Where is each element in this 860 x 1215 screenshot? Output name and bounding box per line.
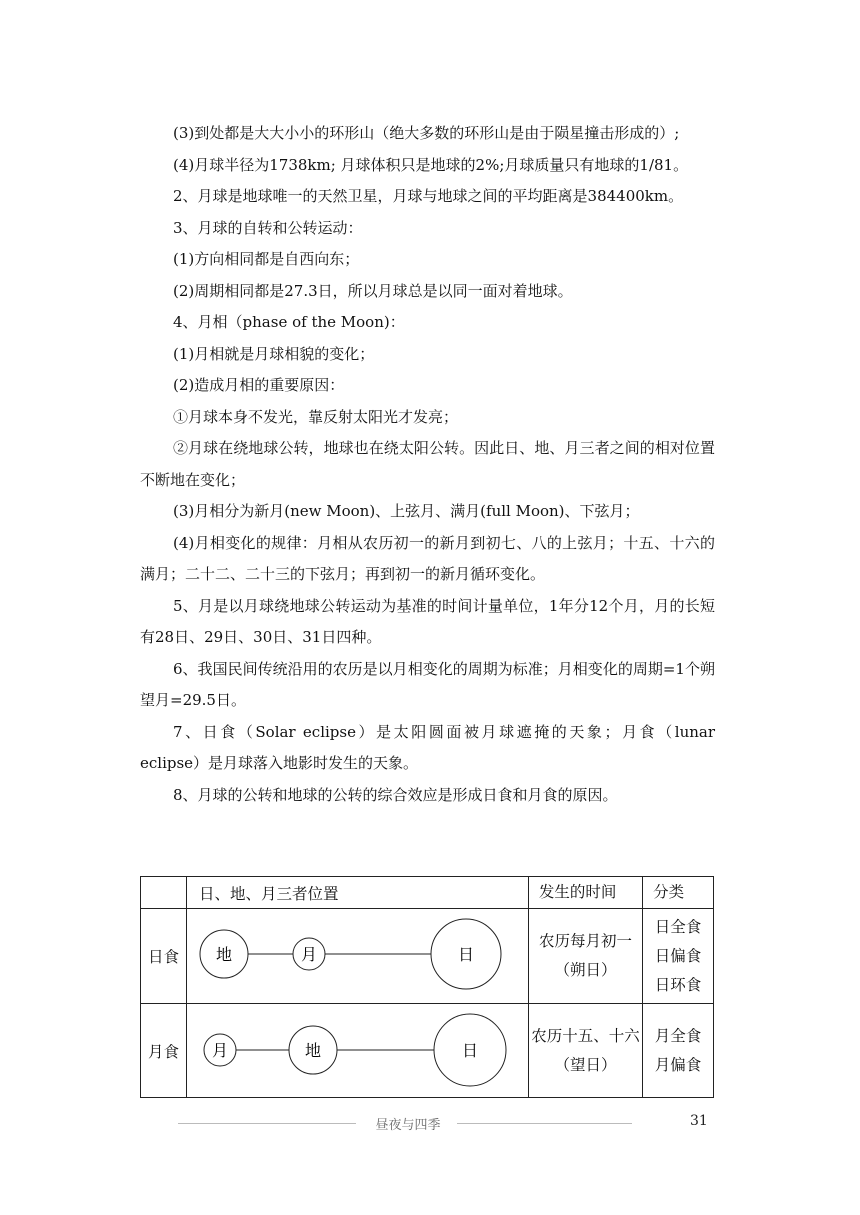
footer-title: 昼夜与四季	[375, 1118, 441, 1133]
paragraph: ①月球本身不发光，靠反射太阳光才发亮；	[173, 407, 459, 426]
sun-label: 日	[461, 1041, 478, 1060]
table-row	[141, 1004, 714, 1098]
earth-label: 地	[304, 1041, 321, 1060]
footer-rule-left	[178, 1123, 356, 1124]
paragraph: 6、我国民间传统沿用的农历是以月相变化的周期为标准；月相变化的周期=1个朔望月=29.5日。	[140, 659, 715, 709]
solar-eclipse-diagram	[187, 909, 518, 999]
moon-label: 月	[211, 1041, 228, 1060]
lunar-eclipse-diagram-cell	[186, 1004, 528, 1098]
header-cell	[141, 877, 187, 909]
paragraph: (1)方向相同都是自西向东；	[173, 250, 360, 268]
header-cell: 发生的时间	[528, 877, 642, 909]
time-cell: 农历十五、十六（望日）	[528, 1004, 642, 1098]
paragraph: 4、月相（phase of the Moon)：	[173, 313, 405, 331]
types-cell	[643, 909, 714, 1004]
row-name: 日食	[141, 909, 187, 1004]
type-item: 日环食	[654, 975, 702, 994]
paragraph: 3、月球的自转和公转运动：	[173, 218, 363, 237]
paragraph: (2)造成月相的重要原因：	[173, 376, 345, 394]
type-item: 日全食	[654, 917, 702, 936]
paragraph: (3)月相分为新月(new Moon)、上弦月、满月(full Moon)、下弦月；	[173, 502, 640, 520]
page-number: 31	[690, 1113, 708, 1129]
type-item: 月全食	[654, 1026, 702, 1045]
solar-eclipse-diagram-cell	[186, 909, 528, 1004]
header-cell: 分类	[643, 877, 714, 909]
paragraph: 8、月球的公转和地球的公转的综合效应是形成日食和月食的原因。	[173, 785, 618, 804]
paragraph: ②月球在绕地球公转，地球也在绕太阳公转。因此日、地、月三者之间的相对位置不断地在变化；	[140, 439, 715, 489]
eclipse-table	[140, 876, 714, 1098]
paragraph: (4)月相变化的规律：月相从农历初一的新月到初七、八的上弦月；十五、十六的满月；二十二、二十三的下弦月；再到初一的新月循环变化。	[140, 533, 715, 583]
paragraph: 5、月是以月球绕地球公转运动为基准的时间计量单位，1年分12个月，月的长短有28日、29日、30日、31日四种。	[140, 596, 715, 646]
paragraph: 2、月球是地球唯一的天然卫星，月球与地球之间的平均距离是384400km。	[173, 187, 684, 205]
paragraph: (3)到处都是大大小小的环形山（绝大多数的环形山是由于陨星撞击形成的）;	[173, 124, 680, 142]
types-cell	[643, 1004, 714, 1098]
table-row	[141, 909, 714, 1004]
moon-label: 月	[300, 945, 317, 964]
paragraph: (4)月球半径为1738km; 月球体积只是地球的2%;月球质量只有地球的1/81。	[173, 155, 689, 174]
paragraph: (2)周期相同都是27.3日，所以月球总是以同一面对着地球。	[173, 281, 573, 300]
paragraph: (1)月相就是月球相貌的变化；	[173, 344, 375, 363]
table-header-row	[141, 877, 714, 909]
sun-label: 日	[457, 945, 474, 964]
type-item: 月偏食	[654, 1055, 702, 1074]
time-cell: 农历每月初一（朔日）	[528, 909, 642, 1004]
footer-rule-right	[457, 1123, 632, 1124]
row-name: 月食	[141, 1004, 187, 1098]
paragraph: 7、日食（Solar eclipse）是太阳圆面被月球遮掩的天象；月食（lunar eclipse）是月球落入地影时发生的天象。	[140, 722, 715, 772]
type-item: 日偏食	[654, 946, 702, 965]
lunar-eclipse-diagram	[187, 1004, 518, 1093]
page-footer	[0, 1114, 860, 1134]
header-cell: 日、地、月三者位置	[186, 877, 528, 909]
body-text	[140, 118, 715, 811]
earth-label: 地	[215, 945, 232, 964]
